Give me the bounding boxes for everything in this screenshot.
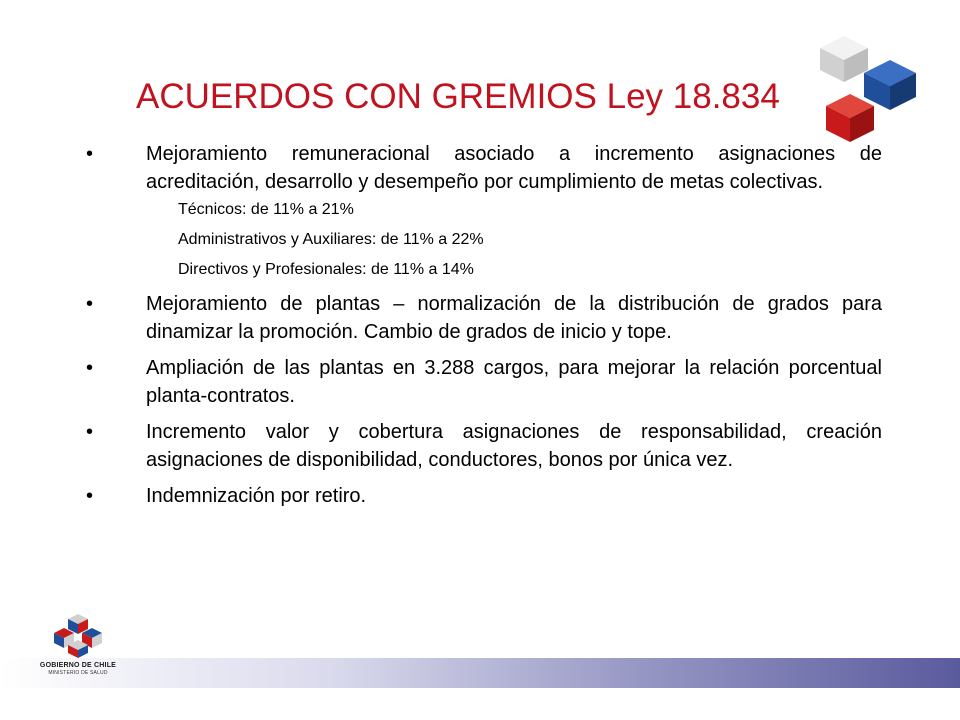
bullet-text: Mejoramiento de plantas – normalización de la distribución de grados para dinamizar la promoción. Cambio de grados de inicio y tope. — [146, 293, 882, 343]
bullet-list — [86, 140, 882, 510]
bullet-symbol: • — [86, 357, 94, 379]
decorative-cubes-icon — [812, 28, 922, 148]
slide-title: ACUERDOS CON GREMIOS Ley 18.834 — [136, 77, 780, 116]
sub-item: Directivos y Profesionales: de 11% a 14% — [178, 261, 474, 278]
sub-item: Administrativos y Auxiliares: de 11% a 22% — [178, 231, 484, 248]
bullet-item — [86, 290, 882, 346]
ministry-name: MINISTERIO DE SALUD — [48, 670, 108, 676]
bullet-item — [86, 482, 882, 510]
red-cube-icon — [826, 94, 874, 142]
bullet-text: Indemnización por retiro. — [146, 485, 367, 507]
bullet-text: Mejoramiento remuneracional asociado a incremento asignaciones de acreditación, desarrollo y desempeño por cumplimiento de metas colectivas. — [146, 143, 882, 193]
bullet-text: Ampliación de las plantas en 3.288 cargos, para mejorar la relación porcentual planta-contratos. — [146, 357, 882, 407]
bullet-item — [86, 354, 882, 410]
government-name: GOBIERNO DE CHILE — [39, 662, 117, 669]
gray-cube-icon — [820, 36, 868, 82]
bullet-symbol: • — [86, 293, 94, 315]
sub-item: Técnicos: de 11% a 21% — [178, 201, 354, 218]
blue-cube-icon — [864, 60, 916, 110]
bullet-item — [86, 418, 882, 474]
bullet-symbol: • — [86, 421, 94, 443]
bullet-symbol: • — [86, 143, 94, 165]
bullet-text: Incremento valor y cobertura asignaciones de responsabilidad, creación asignaciones de disponibilidad, conductores, bonos por única vez. — [146, 421, 882, 471]
bullet-item — [86, 140, 882, 196]
bullet-symbol: • — [86, 485, 94, 507]
government-logo — [30, 612, 126, 692]
government-cubes-icon — [44, 612, 112, 660]
footer-gradient-bar — [0, 658, 960, 688]
